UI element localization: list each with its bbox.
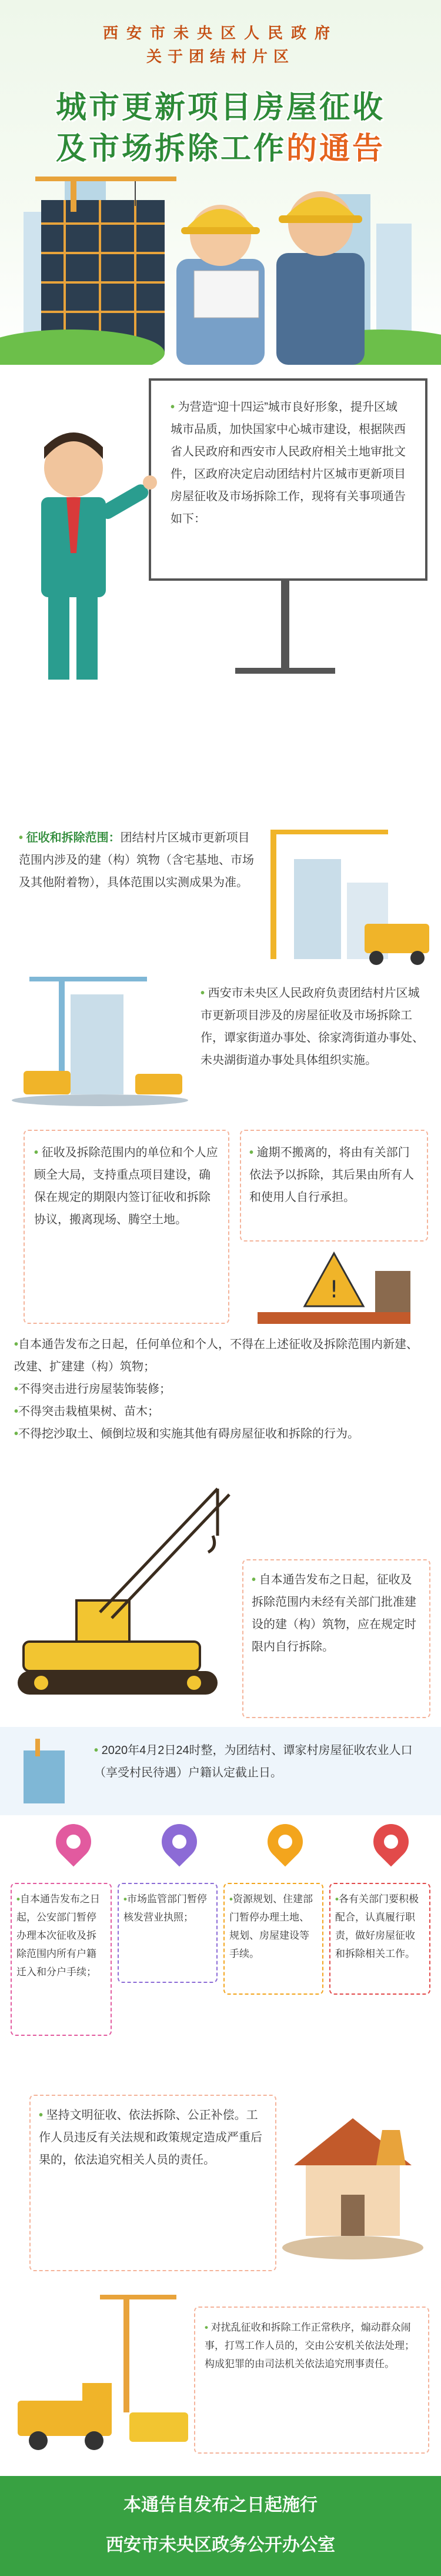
prohibit-item-2: •不得突击进行房屋装饰装修； (14, 1383, 172, 1396)
suspend-card-1: •自本通告发布之日起，公安部门暂停办理本次征收及拆除范围内所有户籍迁入和分户手续； (11, 1883, 112, 2036)
organizer-card (197, 980, 432, 1109)
civil-text: 坚持文明征收、依法拆除、公正补偿。工作人员违反有关法规和政策规定造成严重后果的，依法追究相关人员的责任。 (39, 2109, 262, 2166)
bullet-icon: • (252, 1573, 256, 1586)
title-part-a: 及市场拆除工作 (55, 131, 286, 167)
bullet-icon: • (94, 1744, 99, 1757)
scope-text: 团结村片区城市更新项目范围内涉及的建（构）筑物（含宅基地、市场及其他附着物），具体范围以实测成果为准。 (19, 831, 254, 889)
signing-text: 征收及拆除范围内的单位和个人应顾全大局，支持重点项目建设，确保在规定的期限内签订征收和拆除协议，搬离现场、腾空土地。 (34, 1146, 218, 1226)
illegal-text: 自本通告发布之日起，征收及拆除范围内未经有关部门批准建设的建（构）筑物，应在规定时限内自行拆除。 (252, 1573, 416, 1653)
demolished-house-illustration (276, 2095, 435, 2271)
building-icon (12, 1733, 82, 1809)
bullet-icon: • (171, 401, 175, 414)
bullet-icon: • (39, 2109, 44, 2122)
bullet-icon: • (201, 987, 205, 1000)
bullet-icon: • (19, 831, 24, 844)
intro-text: 为营造“迎十四运”城市良好形象，提升区域城市品质，加快国家中心城市建设，根据陕西省人民政府和西安市人民政府相关土地审批文件，区政府决定启动团结村片区城市更新项目房屋征收及市场拆除工作，现将有关事项通告如下： (171, 401, 406, 525)
location-pin-icon (49, 1817, 99, 1867)
prohibit-item-1: •自本通告发布之日起，任何单位和个人，不得在上述征收及拆除范围内新建、改建、扩建建（构）筑物； (14, 1338, 419, 1373)
header-subtitle-line1: 西安市未央区人民政府 (102, 24, 338, 42)
suspend-card-4: •各有关部门要积极配合，认真履行职责，做好房屋征收和拆除相关工作。 (329, 1883, 430, 1995)
crane-illustration (6, 1465, 259, 1718)
bullet-icon: • (205, 2322, 208, 2333)
obstruct-card (194, 2307, 429, 2454)
suspend-card-2: •市场监管部门暂停核发营业执照； (118, 1883, 218, 1983)
civil-card (29, 2095, 276, 2271)
deadline-text: 2020年4月2日24时整，为团结村、谭家村房屋征收农业人口（享受村民待遇）户籍认定截止日。 (94, 1744, 413, 1779)
prohibit-card (11, 1330, 430, 1483)
prohibit-item-3: •不得突击栽植果树、苗木； (14, 1405, 160, 1418)
title-part-b: 的通告 (286, 131, 386, 167)
construction-illustration-1 (259, 818, 441, 971)
header-subtitle-line2: 关于团结村片区 (146, 48, 295, 65)
location-pin-icon (260, 1817, 310, 1867)
header-banner (0, 0, 441, 365)
svg-text:!: ! (329, 1276, 339, 1303)
prohibit-item-4: •不得挖沙取土、倾倒垃圾和实施其他有碍房屋征收和拆除的行为。 (14, 1427, 360, 1440)
issuer-name: 西安市未央区政务公开办公室 (106, 2535, 335, 2555)
page-title-line2 (0, 124, 441, 168)
deadline-card (88, 1736, 435, 1806)
signing-card (24, 1130, 229, 1324)
overdue-card (240, 1130, 428, 1242)
scope-card (13, 821, 260, 950)
location-pin-icon (366, 1817, 416, 1867)
truck-crane-illustration (6, 2283, 194, 2459)
overdue-text: 逾期不搬离的，将由有关部门依法予以拆除，其后果由所有人和使用人自行承担。 (249, 1146, 414, 1204)
intro-card (160, 385, 419, 574)
effective-notice: 本通告自发布之日起施行 (123, 2495, 318, 2515)
illegal-card (242, 1559, 430, 1718)
page-title-line1: 城市更新项目房屋征收 (55, 89, 385, 125)
scope-label: 征收和拆除范围： (26, 831, 121, 844)
organizer-text: 西安市未央区人民政府负责团结村片区城市更新项目涉及的房屋征收及市场拆除工作，谭家街道办事处、徐家湾街道办事处、未央湖街道办事处具体组织实施。 (201, 987, 424, 1067)
obstruct-text: 对扰乱征收和拆除工作正常秩序，煽动群众闹事，打骂工作人员的，交由公安机关依法处理；构成犯罪的由司法机关依法追究刑事责任。 (205, 2322, 415, 2369)
demolition-illustration (240, 1247, 434, 1330)
location-pin-icon (155, 1817, 205, 1867)
bullet-icon: • (249, 1146, 254, 1159)
bullet-icon: • (34, 1146, 39, 1159)
suspend-card-3: •资源规划、住建部门暂停办理土地、规划、房屋建设等手续。 (223, 1883, 323, 1995)
construction-illustration-2 (6, 965, 200, 1118)
